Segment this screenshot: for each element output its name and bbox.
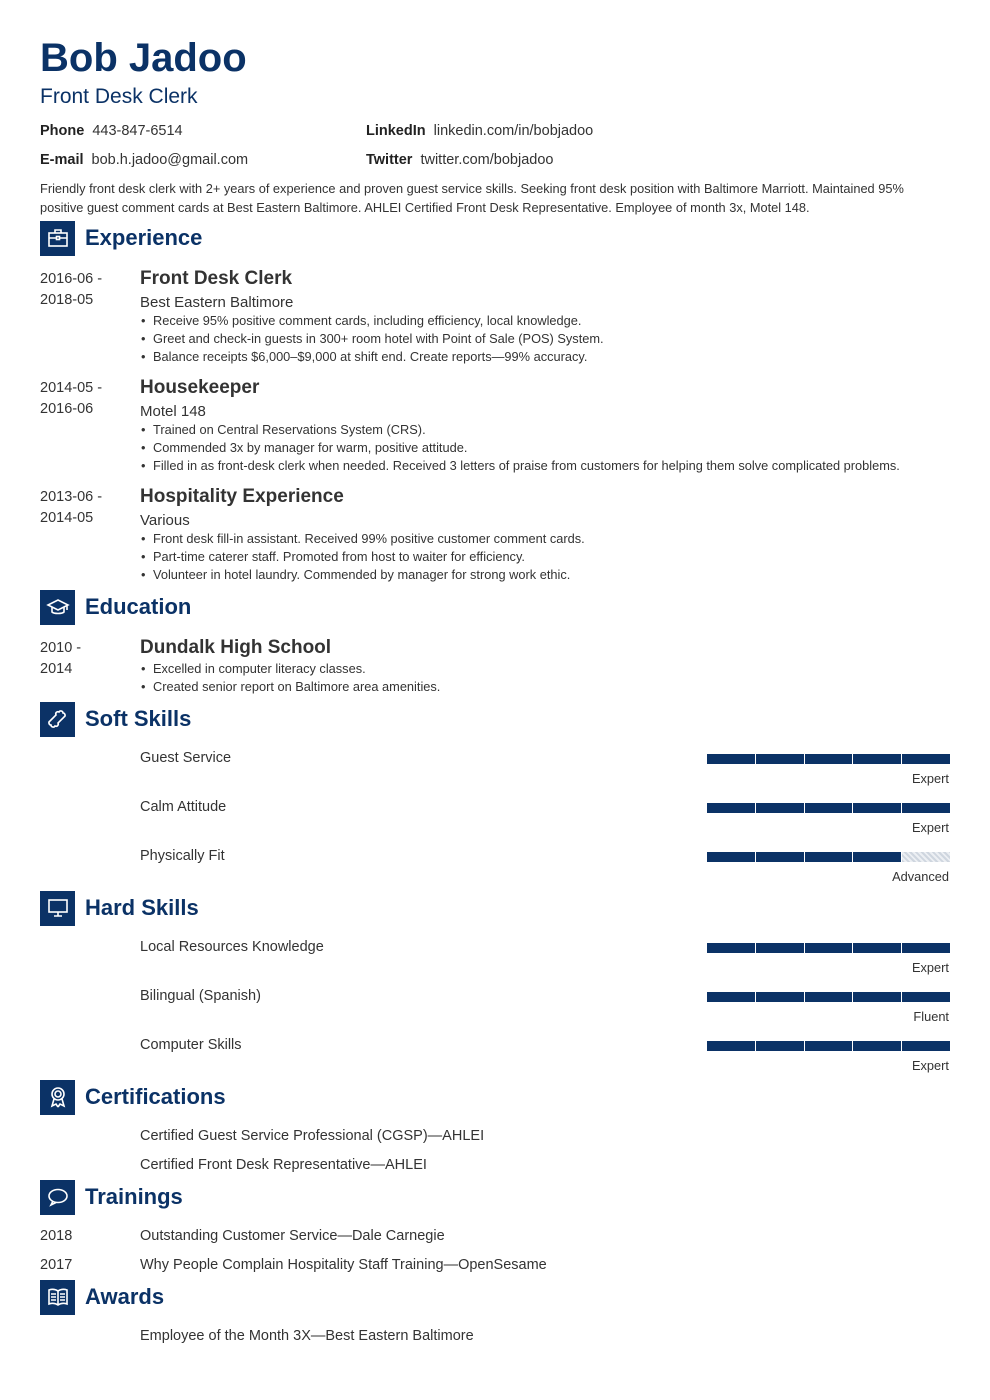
list-item: • Excelled in computer literacy classes. [140,660,440,678]
skill-rating-segment [805,754,853,764]
skill-rating-segment [756,803,804,813]
certification-item: Certified Guest Service Professional (CGSP)—AHLEI [140,1128,485,1144]
job-bullets [140,312,604,366]
job-employer: Various [140,512,190,529]
education-section-header [40,589,191,625]
list-item: • Commended 3x by manager for warm, positive attitude. [140,439,900,457]
skill-rating-segment [853,943,901,953]
training-item: Outstanding Customer Service—Dale Carnegie [140,1228,445,1244]
puzzle-icon [40,702,75,737]
skill-rating-segment [707,852,755,862]
hard-skills-section-header [40,890,199,926]
skill-level: Expert [912,1058,949,1073]
skill-rating-segment [756,1041,804,1051]
list-item: • Front desk fill-in assistant. Received 99% positive customer comment cards. [140,530,585,548]
skill-rating-bar [707,803,950,813]
graduation-cap-icon [40,590,75,625]
soft-skills-section-header [40,701,191,737]
job-dates: 2013-06 - 2014-05 [40,489,103,526]
certification-item: Certified Front Desk Representative—AHLEI [140,1157,427,1173]
job-title: Front Desk Clerk [40,85,198,108]
job-dates: 2014-05 - 2016-06 [40,380,103,417]
job-bullets [140,530,585,584]
skill-level: Expert [912,771,949,786]
candidate-name: Bob Jadoo [40,36,247,80]
contact-value[interactable]: linkedin.com/in/bobjadoo [433,123,594,139]
skill-rating-bar [707,1041,950,1051]
skill-name: Guest Service [140,750,232,766]
list-item: • Greet and check-in guests in 300+ room hotel with Point of Sale (POS) System. [140,330,604,348]
contact-value[interactable]: bob.h.jadoo@gmail.com [91,152,249,168]
skill-name: Computer Skills [140,1037,242,1053]
contact-linkedin [366,122,593,140]
award-item: Employee of the Month 3X—Best Eastern Baltimore [140,1328,474,1344]
award-ribbon-icon [40,1080,75,1115]
skill-rating-segment [805,803,853,813]
contact-label: LinkedIn [366,123,426,139]
section-title: Soft Skills [85,706,192,731]
section-title: Trainings [85,1184,183,1209]
list-item: • Trained on Central Reservations System (CRS). [140,421,900,439]
skill-rating-segment [902,1041,950,1051]
skill-rating-segment [853,803,901,813]
contact-label: Twitter [366,152,413,168]
job-employer: Best Eastern Baltimore [140,294,294,311]
education-dates: 2010 - 2014 [40,640,82,677]
awards-section-header [40,1279,164,1315]
school-name: Dundalk High School [140,637,332,658]
training-item: Why People Complain Hospitality Staff Training—OpenSesame [140,1257,547,1273]
skill-rating-segment [805,852,853,862]
skill-rating-segment [707,1041,755,1051]
skill-rating-segment [707,754,755,764]
training-year: 2018 [40,1228,73,1244]
contact-phone [40,122,183,140]
contact-label: E-mail [40,152,84,168]
skill-rating-segment [902,754,950,764]
skill-rating-segment [805,1041,853,1051]
job-dates: 2016-06 - 2018-05 [40,271,103,308]
skill-rating-segment [902,992,950,1002]
skill-level: Fluent [913,1009,949,1024]
monitor-icon [40,891,75,926]
skill-name: Physically Fit [140,848,225,864]
skill-name: Bilingual (Spanish) [140,988,261,1004]
list-item: • Receive 95% positive comment cards, including efficiency, local knowledge. [140,312,604,330]
job-position: Housekeeper [140,377,260,398]
job-position: Front Desk Clerk [140,268,293,289]
section-title: Hard Skills [85,895,199,920]
certifications-section-header [40,1079,226,1115]
section-title: Education [85,594,192,619]
skill-rating-segment [707,803,755,813]
job-bullets [140,421,900,475]
skill-rating-segment [756,852,804,862]
section-title: Experience [85,225,203,250]
skill-rating-bar [707,943,950,953]
skill-rating-segment [902,803,950,813]
contact-label: Phone [40,123,85,139]
skill-level: Expert [912,960,949,975]
section-title: Certifications [85,1084,226,1109]
contact-twitter [366,151,553,169]
trainings-section-header [40,1179,183,1215]
skill-rating-segment [853,852,901,862]
list-item: • Part-time caterer staff. Promoted from host to waiter for efficiency. [140,548,585,566]
book-icon [40,1280,75,1315]
contact-email [40,151,248,169]
skill-rating-segment [902,852,950,862]
contact-value[interactable]: twitter.com/bobjadoo [420,152,554,168]
skill-rating-bar [707,852,950,862]
section-title: Awards [85,1284,165,1309]
skill-level: Expert [912,820,949,835]
education-bullets [140,660,440,696]
job-employer: Motel 148 [140,403,206,420]
experience-section-header [40,220,202,256]
skill-rating-bar [707,992,950,1002]
skill-rating-segment [853,1041,901,1051]
speech-bubble-icon [40,1180,75,1215]
list-item: • Filled in as front-desk clerk when needed. Received 3 letters of praise from customers for helping them solve complicated problems. [140,457,900,475]
skill-name: Calm Attitude [140,799,227,815]
skill-rating-segment [707,992,755,1002]
briefcase-icon [40,221,75,256]
skill-rating-bar [707,754,950,764]
skill-rating-segment [853,992,901,1002]
skill-name: Local Resources Knowledge [140,939,324,955]
summary: Friendly front desk clerk with 2+ years of experience and proven guest service skills. Seeking front desk position with Baltimore Marriott. Maintained 95% positive guest comment cards at Best Eastern Baltimore. AHLEI Certified Front Desk Representative. Employee of month 3x, Motel 148. [40,181,904,215]
skill-rating-segment [805,943,853,953]
skill-rating-segment [853,754,901,764]
contact-value[interactable]: 443-847-6514 [92,123,183,139]
skill-rating-segment [805,992,853,1002]
training-year: 2017 [40,1257,73,1273]
list-item: • Created senior report on Baltimore area amenities. [140,678,440,696]
job-position: Hospitality Experience [140,486,344,507]
skill-rating-segment [756,992,804,1002]
skill-rating-segment [707,943,755,953]
skill-rating-segment [756,754,804,764]
list-item: • Volunteer in hotel laundry. Commended by manager for strong work ethic. [140,566,585,584]
skill-rating-segment [902,943,950,953]
skill-rating-segment [756,943,804,953]
skill-level: Advanced [892,869,949,884]
list-item: • Balance receipts $6,000–$9,000 at shift end. Create reports—99% accuracy. [140,348,604,366]
